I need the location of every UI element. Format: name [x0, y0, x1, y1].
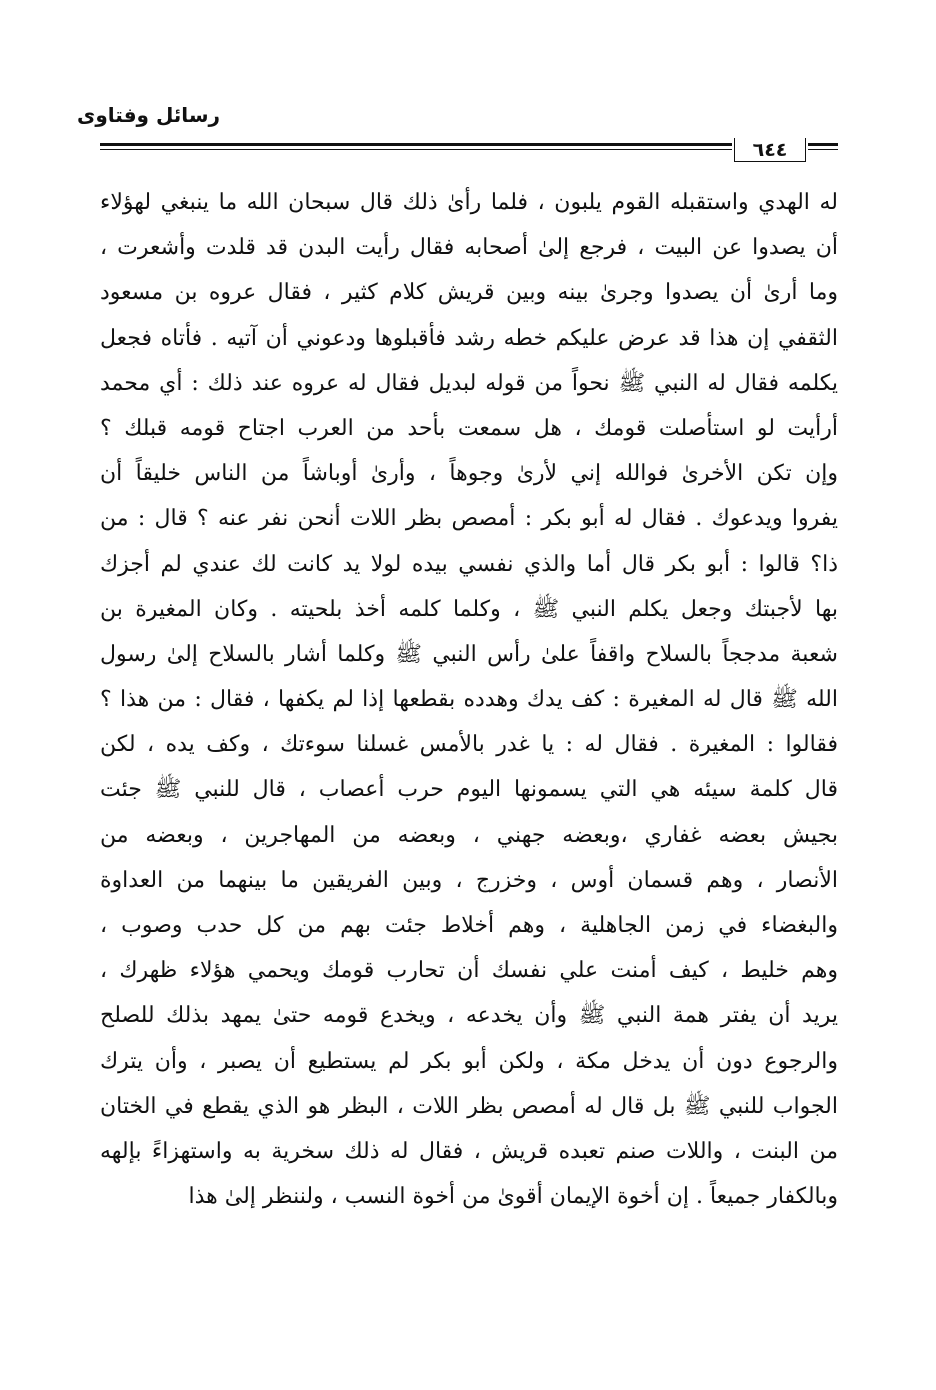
- header-rule-right-thick-line: [808, 143, 838, 146]
- body-text: [100, 180, 838, 1219]
- text-line: بها لأجبتك وجعل يكلم النبي ﷺ ، وكلما كلمه أخذ بلحيته . وكان المغيرة بن: [100, 596, 838, 622]
- text-line: بجيش بعضه غفاري ،وبعضه جهني ، وبعضه من المهاجرين ، وبعضه من: [100, 822, 838, 848]
- text-line: فقالوا : المغيرة . فقال له : يا غدر بالأمس غسلنا سوءتك ، وكف يده ، لكن: [100, 732, 838, 758]
- text-line: من البنت ، واللات صنم تعبده قريش ، فقال له ذلك سخرية به واستهزاءً بإلهه: [100, 1138, 838, 1164]
- text-line: وما أرىٰ أن يصدوا وجرىٰ بينه وبين قريش كلام كثير ، فقال عروه بن مسعود: [100, 280, 838, 306]
- text-line: الأنصار ، وهم قسمان أوس ، وخزرج ، وبين الفريقين ما بينهما من العداوة: [100, 867, 838, 893]
- text-line: شعبة مدججاً بالسلاح واقفاً علىٰ رأس النبي ﷺ وكلما أشار بالسلاح إلىٰ رسول: [100, 641, 838, 667]
- text-line: يريد أن يفتر همة النبي ﷺ وأن يخدعه ، ويخدع قومه حتىٰ يمهد بذلك للصلح: [100, 1003, 838, 1029]
- text-line: وإن تكن الأخرىٰ فوالله إني لأرىٰ وجوهاً ، وأرىٰ أوباشاً من الناس خليقاً أن: [100, 461, 838, 487]
- text-line: وبالكفار جميعاً . إن أخوة الإيمان أقوىٰ من أخوة النسب ، ولننظر إلىٰ هذا: [188, 1184, 838, 1210]
- text-line: ذا؟ قالوا : أبو بكر قال أما والذي نفسي بيده لولا يد كانت لك عندي لم أجزك: [100, 551, 838, 577]
- text-line: وهم خليط ، كيف أمنت علي نفسك أن تحارب قومك ويحمي هؤلاء ظهرك ،: [100, 958, 838, 984]
- text-line: الله ﷺ قال له المغيرة : كف يدك وهدده بقطعها إذا لم يكفها ، فقال : من هذا ؟: [100, 687, 838, 713]
- page-number-box: ٦٤٤: [734, 138, 806, 162]
- header-rule-thin-line: [100, 149, 732, 150]
- text-line: قال كلمة سيئه هي التي يسمونها اليوم حرب أعصاب ، قال للنبي ﷺ جئت: [100, 777, 838, 803]
- header-rule-right-thin-line: [808, 149, 838, 150]
- text-line: يفروا ويدعوك . فقال له أبو بكر : أمصص بظر اللات أنحن نفر عنه ؟ قال : من: [100, 506, 838, 532]
- text-line: يكلمه فقال له النبي ﷺ نحواً من قوله لبديل فقال له عروه عند ذلك : أي محمد: [100, 370, 838, 396]
- running-header-title: رسائل وفتاوى: [77, 103, 220, 127]
- text-line: أن يصدوا عن البيت ، فرجع إلىٰ أصحابه فقال رأيت البدن قد قلدت وأشعرت ،: [100, 235, 838, 261]
- header-rule: [100, 139, 838, 157]
- text-line: له الهدي واستقبله القوم يلبون ، فلما رأىٰ ذلك قال سبحان الله ما ينبغي لهؤلاء: [100, 190, 838, 215]
- text-line: الجواب للنبي ﷺ بل قال له أمصص بظر اللات ، البظر هو الذي يقطع في الختان: [100, 1093, 838, 1119]
- text-line: أرأيت لو استأصلت قومك ، هل سمعت بأحد من العرب اجتاح قومه قبلك ؟: [100, 415, 838, 441]
- text-line: والرجوع دون أن يدخل مكة ، ولكن أبو بكر لم يستطيع أن يصبر ، وأن يترك: [100, 1048, 838, 1074]
- text-line: الثقفي إن هذا قد عرض عليكم خطه رشد فأقبلوها ودعوني أن آتيه . فأتاه فجعل: [100, 325, 838, 351]
- text-line: والبغضاء في زمن الجاهلية ، وهم أخلاط جئت بهم من كل حدب وصوب ،: [100, 913, 838, 938]
- header-rule-thick-line: [100, 143, 732, 146]
